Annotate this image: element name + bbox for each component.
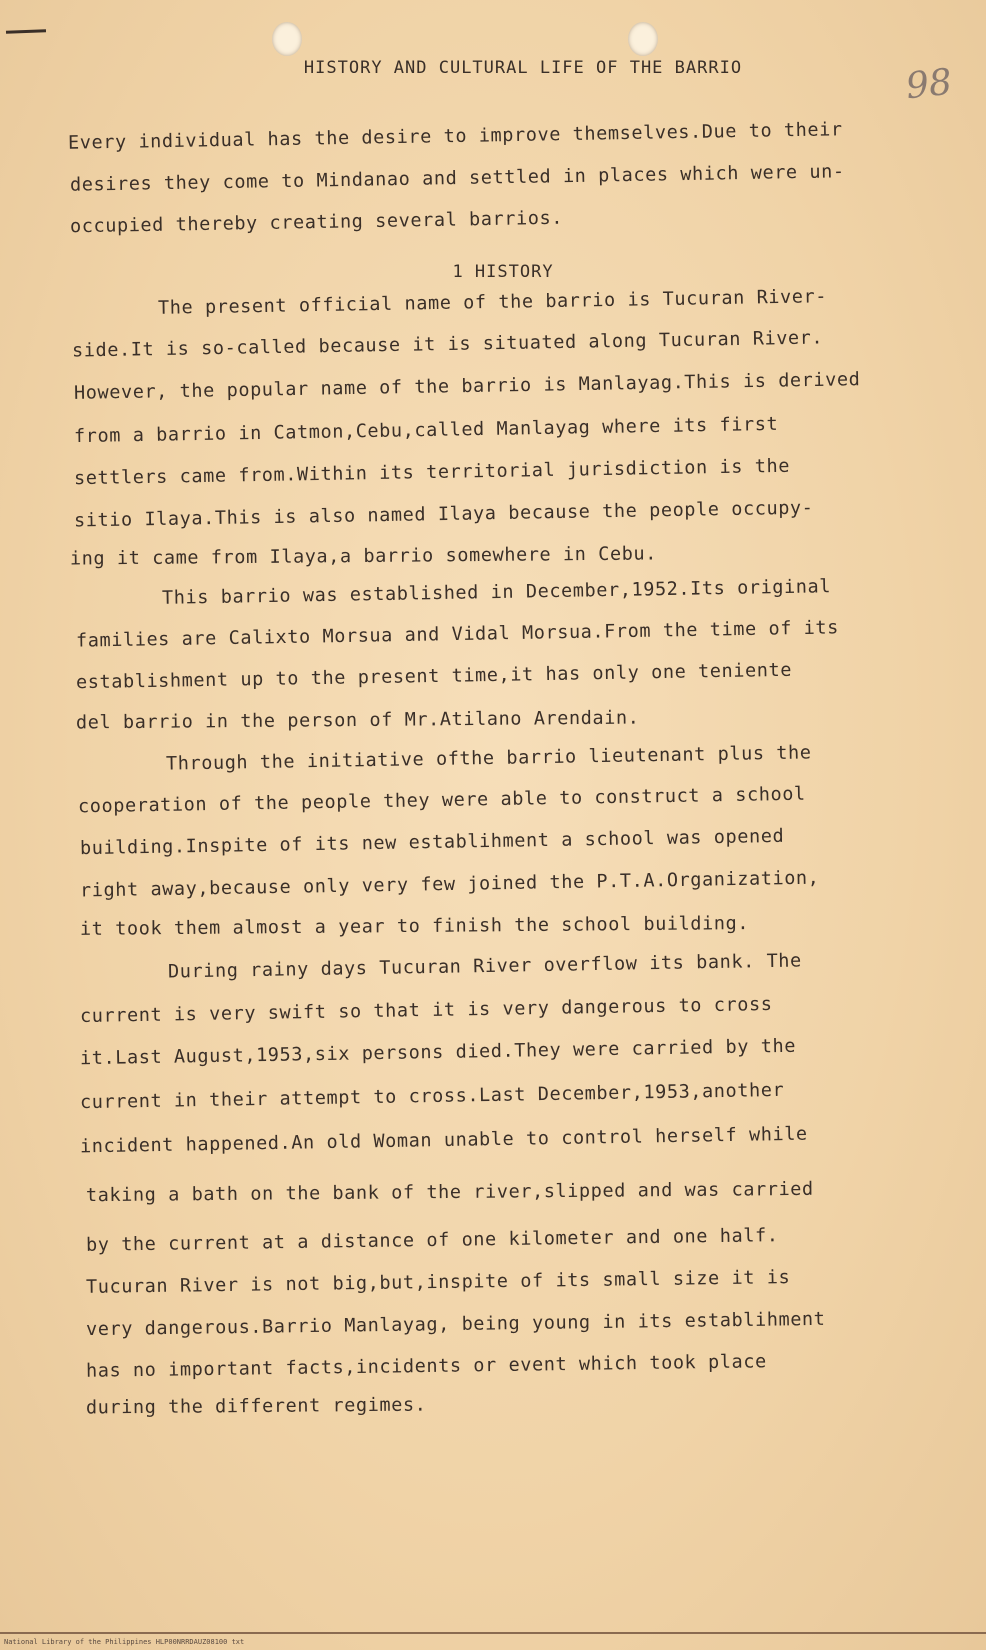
punch-hole-left — [272, 22, 302, 56]
text-line: building.Inspite of its new establihment a school was opened — [79, 825, 785, 860]
text-line: settlers came from.Within its territorial jurisdiction is the — [73, 455, 791, 490]
text-line: it.Last August,1953,six persons died.They were carried by the — [79, 1035, 797, 1070]
section-heading: 1 HISTORY — [452, 262, 554, 282]
text-line: Tucuran River is not big,but,inspite of its small size it is — [85, 1267, 791, 1298]
text-line: Through the initiative ofthe barrio lieutenant plus the — [165, 742, 812, 775]
text-line: This barrio was established in December,1952.Its original — [161, 576, 832, 609]
text-line: from a barrio in Catmon,Cebu,called Manlayag where its first — [73, 413, 779, 448]
text-line: taking a bath on the bank of the river,slipped and was carried — [85, 1178, 814, 1207]
text-line: Every individual has the desire to improve themselves.Due to their — [67, 119, 843, 154]
punch-hole-right — [628, 22, 658, 56]
text-line: right away,because only very few joined the P.T.A.Organization, — [79, 867, 820, 902]
text-line: families are Calixto Morsua and Vidal Morsua.From the time of its — [75, 617, 840, 652]
document-title: HISTORY AND CULTURAL LIFE OF THE BARRIO — [303, 58, 743, 78]
text-line: During rainy days Tucuran River overflow its bank. The — [167, 950, 802, 983]
text-line: However, the popular name of the barrio is Manlayag.This is derived — [73, 369, 861, 404]
text-line: The present official name of the barrio is Tucuran River- — [157, 286, 828, 319]
text-line: ing it came from Ilaya,a barrio somewhere in Cebu. — [69, 543, 657, 570]
text-line: very dangerous.Barrio Manlayag, being young in its establihment — [85, 1308, 826, 1341]
text-line: current in their attempt to cross.Last December,1953,another — [79, 1079, 785, 1114]
text-line: incident happened.An old Woman unable to control herself while — [79, 1123, 808, 1158]
text-line: occupied thereby creating several barrios. — [69, 207, 564, 238]
text-line: it took them almost a year to finish the school building. — [79, 913, 750, 940]
text-line: sitio Ilaya.This is also named Ilaya because the people occupy- — [73, 497, 814, 532]
text-line: by the current at a distance of one kilometer and one half. — [85, 1225, 779, 1256]
handwritten-page-number: 98 — [903, 61, 954, 108]
text-line: current is very swift so that it is very dangerous to cross — [79, 993, 773, 1028]
text-line: establishment up to the present time,it has only one teniente — [75, 659, 793, 694]
text-line: has no important facts,incidents or event which took place — [85, 1351, 767, 1382]
archive-footer: National Library of the Philippines HLP00NRRDAUZ08100 txt — [4, 1638, 245, 1646]
text-line: cooperation of the people they were able to construct a school — [77, 783, 806, 818]
page-bottom-edge — [0, 1632, 986, 1634]
text-line: del barrio in the person of Mr.Atilano Arendain. — [75, 707, 640, 734]
text-line: side.It is so-called because it is situated along Tucuran River. — [71, 327, 824, 362]
text-line: desires they come to Mindanao and settled in places which were un- — [69, 161, 845, 196]
margin-mark — [6, 29, 46, 33]
text-line: during the different regimes. — [85, 1394, 427, 1419]
